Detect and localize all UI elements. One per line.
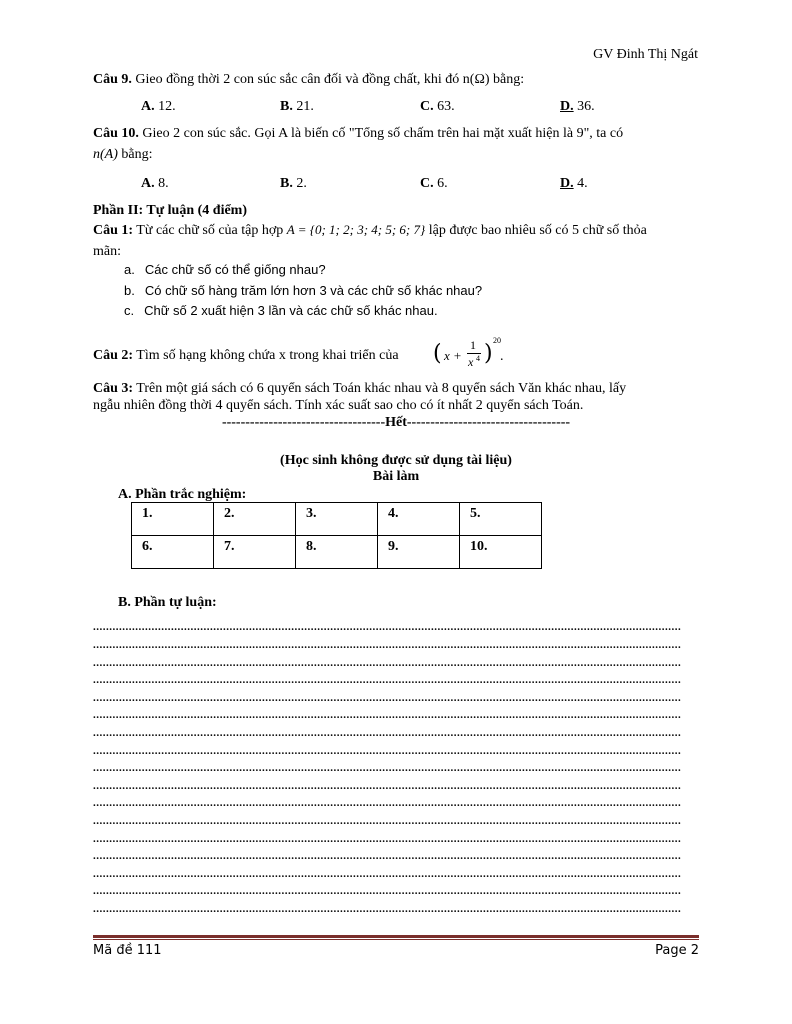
footer-rule-thin: [93, 939, 699, 940]
option-value: 8.: [154, 176, 169, 191]
expr-period: .: [500, 349, 504, 364]
left-paren-icon: (: [433, 341, 442, 366]
option-value: 12.: [154, 99, 176, 114]
writing-line[interactable]: .....................................................................................................................................................................................: [93, 640, 682, 650]
question-10-text-2: bằng:: [117, 147, 153, 162]
item-text: Các chữ số có thể giống nhau?: [144, 262, 326, 277]
essay-q1-text: Từ các chữ số của tập hợp: [133, 223, 287, 238]
part-2-title-text: Phần II: Tự luận (4 điểm): [93, 203, 248, 218]
essay-q1-item-a: [124, 261, 326, 278]
question-10-text: Gieo 2 con súc sắc. Gọi A là biến cố "Tổng số chấm trên hai mặt xuất hiện là 9", ta có: [138, 126, 624, 141]
writing-line[interactable]: .....................................................................................................................................................................................: [93, 904, 682, 914]
item-text: Có chữ số hàng trăm lớn hơn 3 và các chữ số khác nhau?: [144, 283, 483, 298]
teacher-name: GV Đinh Thị Ngát: [593, 47, 698, 62]
q9-option-a: [141, 98, 176, 115]
answer-cell[interactable]: 8.: [296, 536, 378, 569]
essay-q3-text: Trên một giá sách có 6 quyển sách Toán khác nhau và 8 quyển sách Văn khác nhau, lấy: [133, 381, 627, 396]
end-marker-text: -----------------------------------Hết-----------------------------------: [221, 415, 571, 430]
q9-option-b: [280, 98, 314, 115]
writing-line[interactable]: .....................................................................................................................................................................................: [93, 781, 682, 791]
part-b-text: B. Phần tự luận:: [118, 595, 217, 610]
answer-cell[interactable]: 9.: [378, 536, 460, 569]
option-value: 6.: [433, 176, 448, 191]
item-mark: c.: [124, 303, 135, 318]
part-b-heading: [118, 594, 217, 611]
math-set-A: A = {0; 1; 2; 3; 4; 5; 6; 7}: [286, 222, 426, 237]
writing-line[interactable]: .....................................................................................................................................................................................: [93, 834, 682, 844]
option-value: 63.: [433, 99, 455, 114]
answer-grid-row: [132, 503, 542, 536]
item-text: Chữ số 2 xuất hiện 3 lần và các chữ số khác nhau.: [144, 303, 438, 318]
question-9: [93, 71, 524, 88]
writing-line[interactable]: .....................................................................................................................................................................................: [93, 710, 682, 720]
expr-numerator: 1: [470, 338, 476, 352]
essay-q2-text: Tìm số hạng không chứa x trong khai triển của: [133, 348, 399, 363]
essay-q1-text-2: lập được bao nhiêu số có 5 chữ số thỏa: [425, 223, 647, 238]
answer-cell[interactable]: 3.: [296, 503, 378, 536]
writing-line[interactable]: .....................................................................................................................................................................................: [93, 728, 682, 738]
essay-question-2: [93, 347, 399, 364]
essay-q3-label: Câu 3:: [93, 381, 134, 396]
answer-cell[interactable]: 7.: [214, 536, 296, 569]
answer-grid-row: [132, 536, 542, 569]
option-key: B.: [280, 176, 293, 191]
essay-q1-cont: mãn:: [93, 244, 121, 259]
option-key: A.: [141, 99, 155, 114]
option-key: C.: [420, 99, 434, 114]
answer-title-text: Bài làm: [372, 469, 420, 484]
end-marker: [0, 414, 792, 431]
writing-line[interactable]: .....................................................................................................................................................................................: [93, 658, 682, 668]
writing-line[interactable]: .....................................................................................................................................................................................: [93, 746, 682, 756]
binomial-expression: [433, 335, 508, 377]
writing-line[interactable]: .....................................................................................................................................................................................: [93, 816, 682, 826]
answer-cell[interactable]: 2.: [214, 503, 296, 536]
writing-line[interactable]: .....................................................................................................................................................................................: [93, 622, 682, 632]
question-10: [93, 125, 623, 142]
q10-option-c: [420, 175, 448, 192]
answer-grid: [131, 502, 542, 569]
answer-cell[interactable]: 1.: [132, 503, 214, 536]
math-nA: n(A): [93, 147, 118, 162]
expr-denominator: x: [468, 355, 474, 369]
q9-option-c: [420, 98, 455, 115]
essay-q3-line2: ngẫu nhiên đồng thời 4 quyển sách. Tính xác suất sao cho có ít nhất 2 quyển sách Toán.: [93, 398, 584, 413]
option-key: C.: [420, 176, 434, 191]
part-a-text: A. Phần trắc nghiệm:: [118, 487, 247, 502]
part-a-heading: [118, 486, 246, 503]
footer-rule: [93, 935, 699, 938]
answer-cell[interactable]: 10.: [460, 536, 542, 569]
essay-q1-item-b: [124, 282, 482, 299]
note-text: (Học sinh không được sử dụng tài liệu): [280, 453, 512, 468]
item-mark: b.: [124, 283, 135, 298]
essay-question-3: [93, 380, 626, 397]
writing-line[interactable]: .....................................................................................................................................................................................: [93, 798, 682, 808]
q10-option-d: [560, 175, 588, 192]
option-value: 36.: [573, 99, 595, 114]
option-value: 21.: [292, 99, 314, 114]
essay-q1-label: Câu 1:: [93, 223, 134, 238]
right-paren-icon: ): [484, 341, 493, 366]
writing-line[interactable]: .....................................................................................................................................................................................: [93, 886, 682, 896]
answer-cell[interactable]: 6.: [132, 536, 214, 569]
expr-exponent: 20: [493, 336, 501, 345]
writing-line[interactable]: .....................................................................................................................................................................................: [93, 693, 682, 703]
page-number: Page 2: [655, 943, 699, 958]
option-key: A.: [141, 176, 155, 191]
part-2-title: [93, 202, 247, 219]
essay-q2-label: Câu 2:: [93, 348, 134, 363]
writing-line[interactable]: .....................................................................................................................................................................................: [93, 869, 682, 879]
writing-line[interactable]: .....................................................................................................................................................................................: [93, 675, 682, 685]
q10-option-b: [280, 175, 307, 192]
item-mark: a.: [124, 262, 135, 277]
question-9-label: Câu 9.: [93, 72, 132, 87]
question-10-line2: [93, 146, 153, 163]
q9-option-d: [560, 98, 595, 115]
answer-cell[interactable]: 5.: [460, 503, 542, 536]
answer-cell[interactable]: 4.: [378, 503, 460, 536]
option-key: B.: [280, 99, 293, 114]
option-key: D.: [560, 176, 574, 191]
answer-title: [0, 468, 792, 485]
q10-option-a: [141, 175, 169, 192]
option-value: 4.: [573, 176, 588, 191]
exam-code: Mã đề 111: [93, 943, 162, 958]
writing-line[interactable]: .....................................................................................................................................................................................: [93, 851, 682, 861]
question-9-text: Gieo đồng thời 2 con súc sắc cân đối và đồng chất, khi đó n(Ω) bằng:: [131, 72, 525, 87]
expr-den-exponent: 4: [476, 354, 480, 363]
question-10-label: Câu 10.: [93, 126, 139, 141]
option-value: 2.: [292, 176, 307, 191]
essay-question-1: [93, 221, 647, 239]
writing-line[interactable]: .....................................................................................................................................................................................: [93, 763, 682, 773]
option-key: D.: [560, 99, 574, 114]
no-materials-note: [0, 452, 792, 469]
expr-x: x +: [444, 348, 462, 363]
essay-q1-item-c: [124, 302, 438, 319]
